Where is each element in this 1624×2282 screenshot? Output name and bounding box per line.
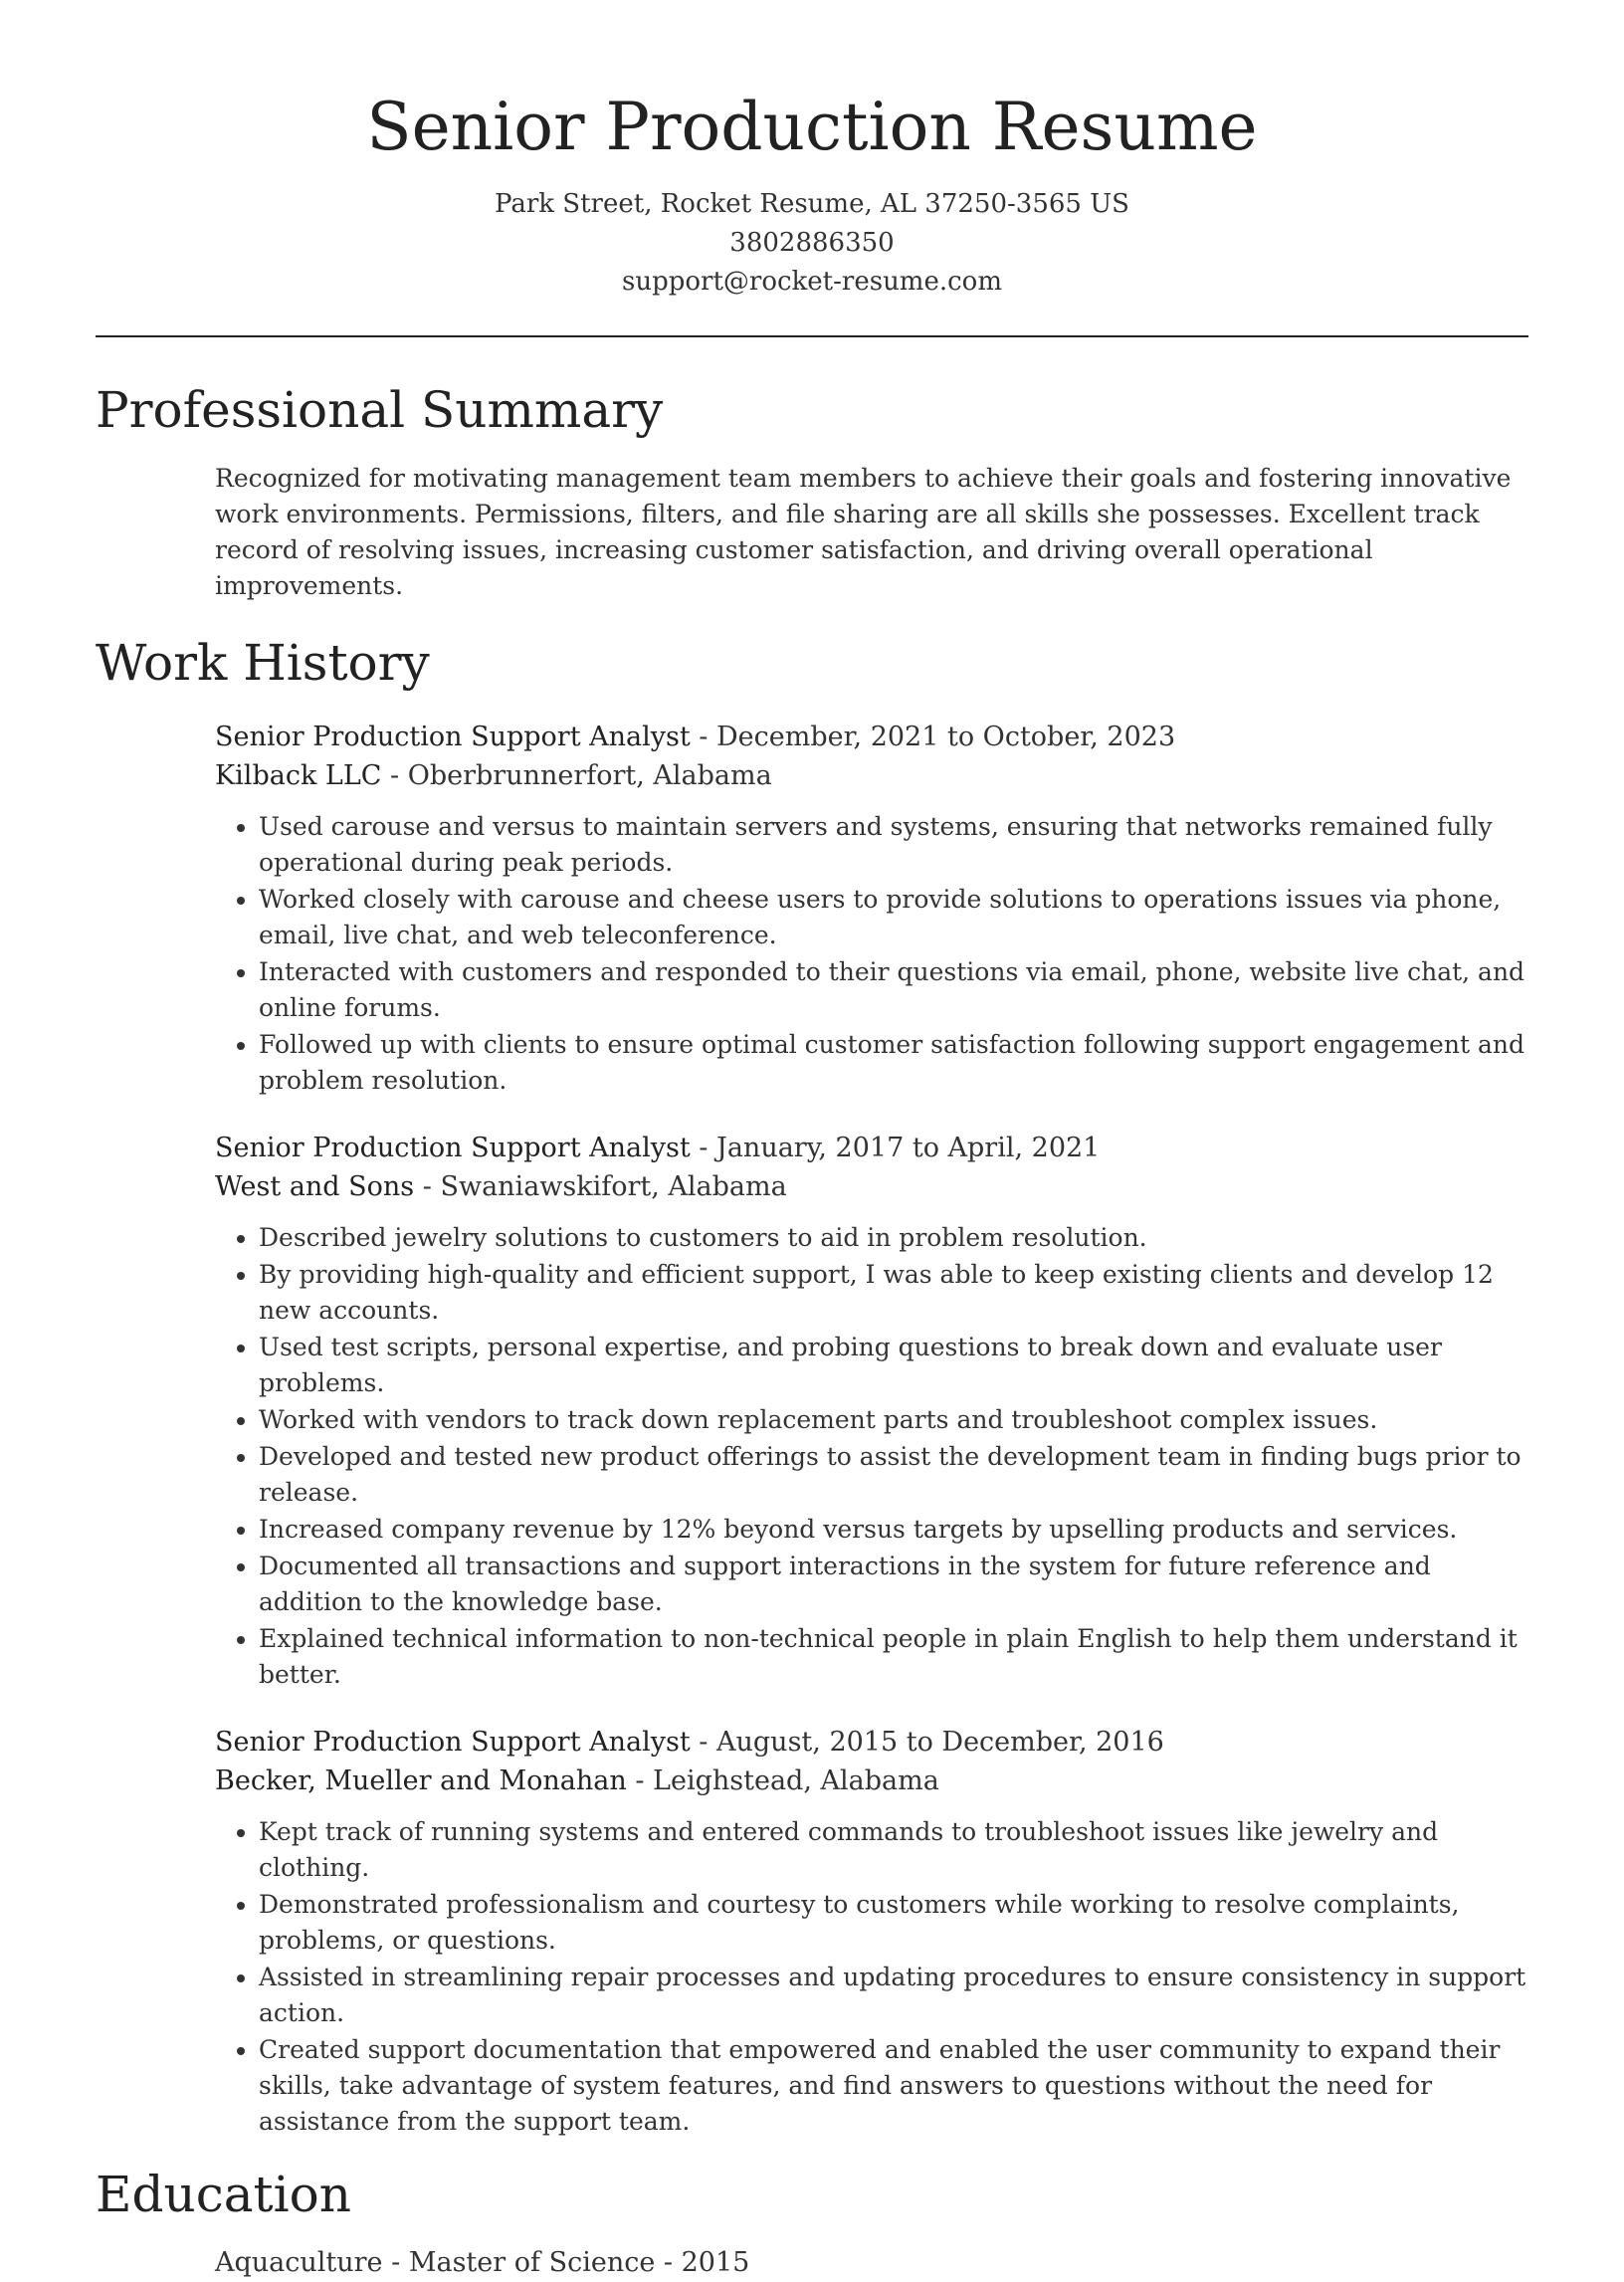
job-title: Senior Production Support Analyst	[215, 1727, 691, 1758]
education-entry	[215, 2243, 1528, 2282]
job-company-line	[215, 1167, 1528, 1206]
job-company-line	[215, 756, 1528, 795]
resume-header	[96, 0, 1528, 302]
work-history-heading: Work History	[96, 634, 430, 692]
job-bullet: • Followed up with clients to ensure optimal customer satisfaction following support engagement and problem resolution.	[259, 1027, 1528, 1099]
job-bullet: • Kept track of running systems and entered commands to troubleshoot issues like jewelry and clothing.	[259, 1814, 1528, 1886]
job-company-line	[215, 1762, 1528, 1800]
job-company: Kilback LLC	[215, 760, 382, 791]
education-field: Aquaculture	[215, 2247, 383, 2278]
contact-email[interactable]: support@rocket-resume.com	[621, 267, 1002, 297]
job-bullet: • Described jewelry solutions to customers to aid in problem resolution.	[259, 1220, 1528, 1256]
job-bullet: • Used carouse and versus to maintain servers and systems, ensuring that networks remained fully operational during peak periods.	[259, 809, 1528, 881]
job-title: Senior Production Support Analyst	[215, 1133, 691, 1163]
job-entry	[215, 1129, 1528, 1693]
job-bullet: • Explained technical information to non-technical people in plain English to help them understand it better.	[259, 1621, 1528, 1693]
job-bullet: • Worked closely with carouse and cheese users to provide solutions to operations issues via phone, email, live chat, and web teleconference.	[259, 882, 1528, 953]
job-bullet: • Documented all transactions and support interactions in the system for future reference and addition to the knowledge base.	[259, 1549, 1528, 1620]
header-divider	[96, 335, 1528, 337]
job-bullet: • Used test scripts, personal expertise, and probing questions to break down and evaluate user problems.	[259, 1330, 1528, 1401]
job-dates: - August, 2015 to December, 2016	[690, 1727, 1164, 1758]
job-location: - Leighstead, Alabama	[626, 1765, 939, 1796]
job-bullet: • Demonstrated professionalism and courtesy to customers while working to resolve complaints, problems, or questions.	[259, 1887, 1528, 1959]
education-year: - 2015	[655, 2247, 750, 2278]
contact-phone: 3802886350	[729, 228, 895, 258]
job-bullet-list	[215, 1814, 1528, 2140]
job-dates: - January, 2017 to April, 2021	[690, 1133, 1101, 1163]
contact-block	[96, 185, 1528, 302]
job-bullet: • Increased company revenue by 12% beyond versus targets by upselling products and services.	[259, 1512, 1528, 1548]
summary-heading: Professional Summary	[96, 381, 664, 439]
job-title-line	[215, 1723, 1528, 1762]
job-title-line	[215, 1129, 1528, 1167]
contact-address: Park Street, Rocket Resume, AL 37250-3565 US	[495, 189, 1129, 219]
job-title: Senior Production Support Analyst	[215, 722, 691, 752]
job-bullet-list	[215, 1220, 1528, 1693]
job-location: - Oberbrunnerfort, Alabama	[381, 760, 772, 791]
job-dates: - December, 2021 to October, 2023	[690, 722, 1176, 752]
job-company: Becker, Mueller and Monahan	[215, 1765, 627, 1796]
job-bullet: • Developed and tested new product offerings to assist the development team in finding bugs prior to release.	[259, 1439, 1528, 1511]
job-location: - Swaniawskifort, Alabama	[414, 1171, 787, 1202]
job-title-line	[215, 718, 1528, 756]
job-bullet: • Worked with vendors to track down replacement parts and troubleshoot complex issues.	[259, 1402, 1528, 1438]
job-bullet: • Created support documentation that empowered and enabled the user community to expand their skills, take advantage of system features, and find answers to questions without the need for assistance from the support team.	[259, 2032, 1528, 2140]
summary-text: Recognized for motivating management team members to achieve their goals and fostering innovative work environments. Permissions, filters, and file sharing are all skills she possesses. Excellent track record of resolving issues, increasing customer satisfaction, and driving overall operational improvements.	[215, 464, 1512, 600]
job-bullet-list	[215, 809, 1528, 1099]
job-bullet: • Assisted in streamlining repair processes and updating procedures to ensure consistency in support action.	[259, 1960, 1528, 2031]
job-bullet: • By providing high-quality and efficient support, I was able to keep existing clients and develop 12 new accounts.	[259, 1257, 1528, 1329]
resume-page	[96, 0, 1528, 2282]
job-entry	[215, 1723, 1528, 2140]
job-company: West and Sons	[215, 1171, 415, 1202]
job-entry	[215, 718, 1528, 1099]
education-degree: - Master of Science	[382, 2247, 656, 2278]
education-heading: Education	[96, 2166, 351, 2223]
job-bullet: • Interacted with customers and responded to their questions via email, phone, website live chat, and online forums.	[259, 954, 1528, 1026]
resume-title: Senior Production Resume	[366, 89, 1258, 165]
